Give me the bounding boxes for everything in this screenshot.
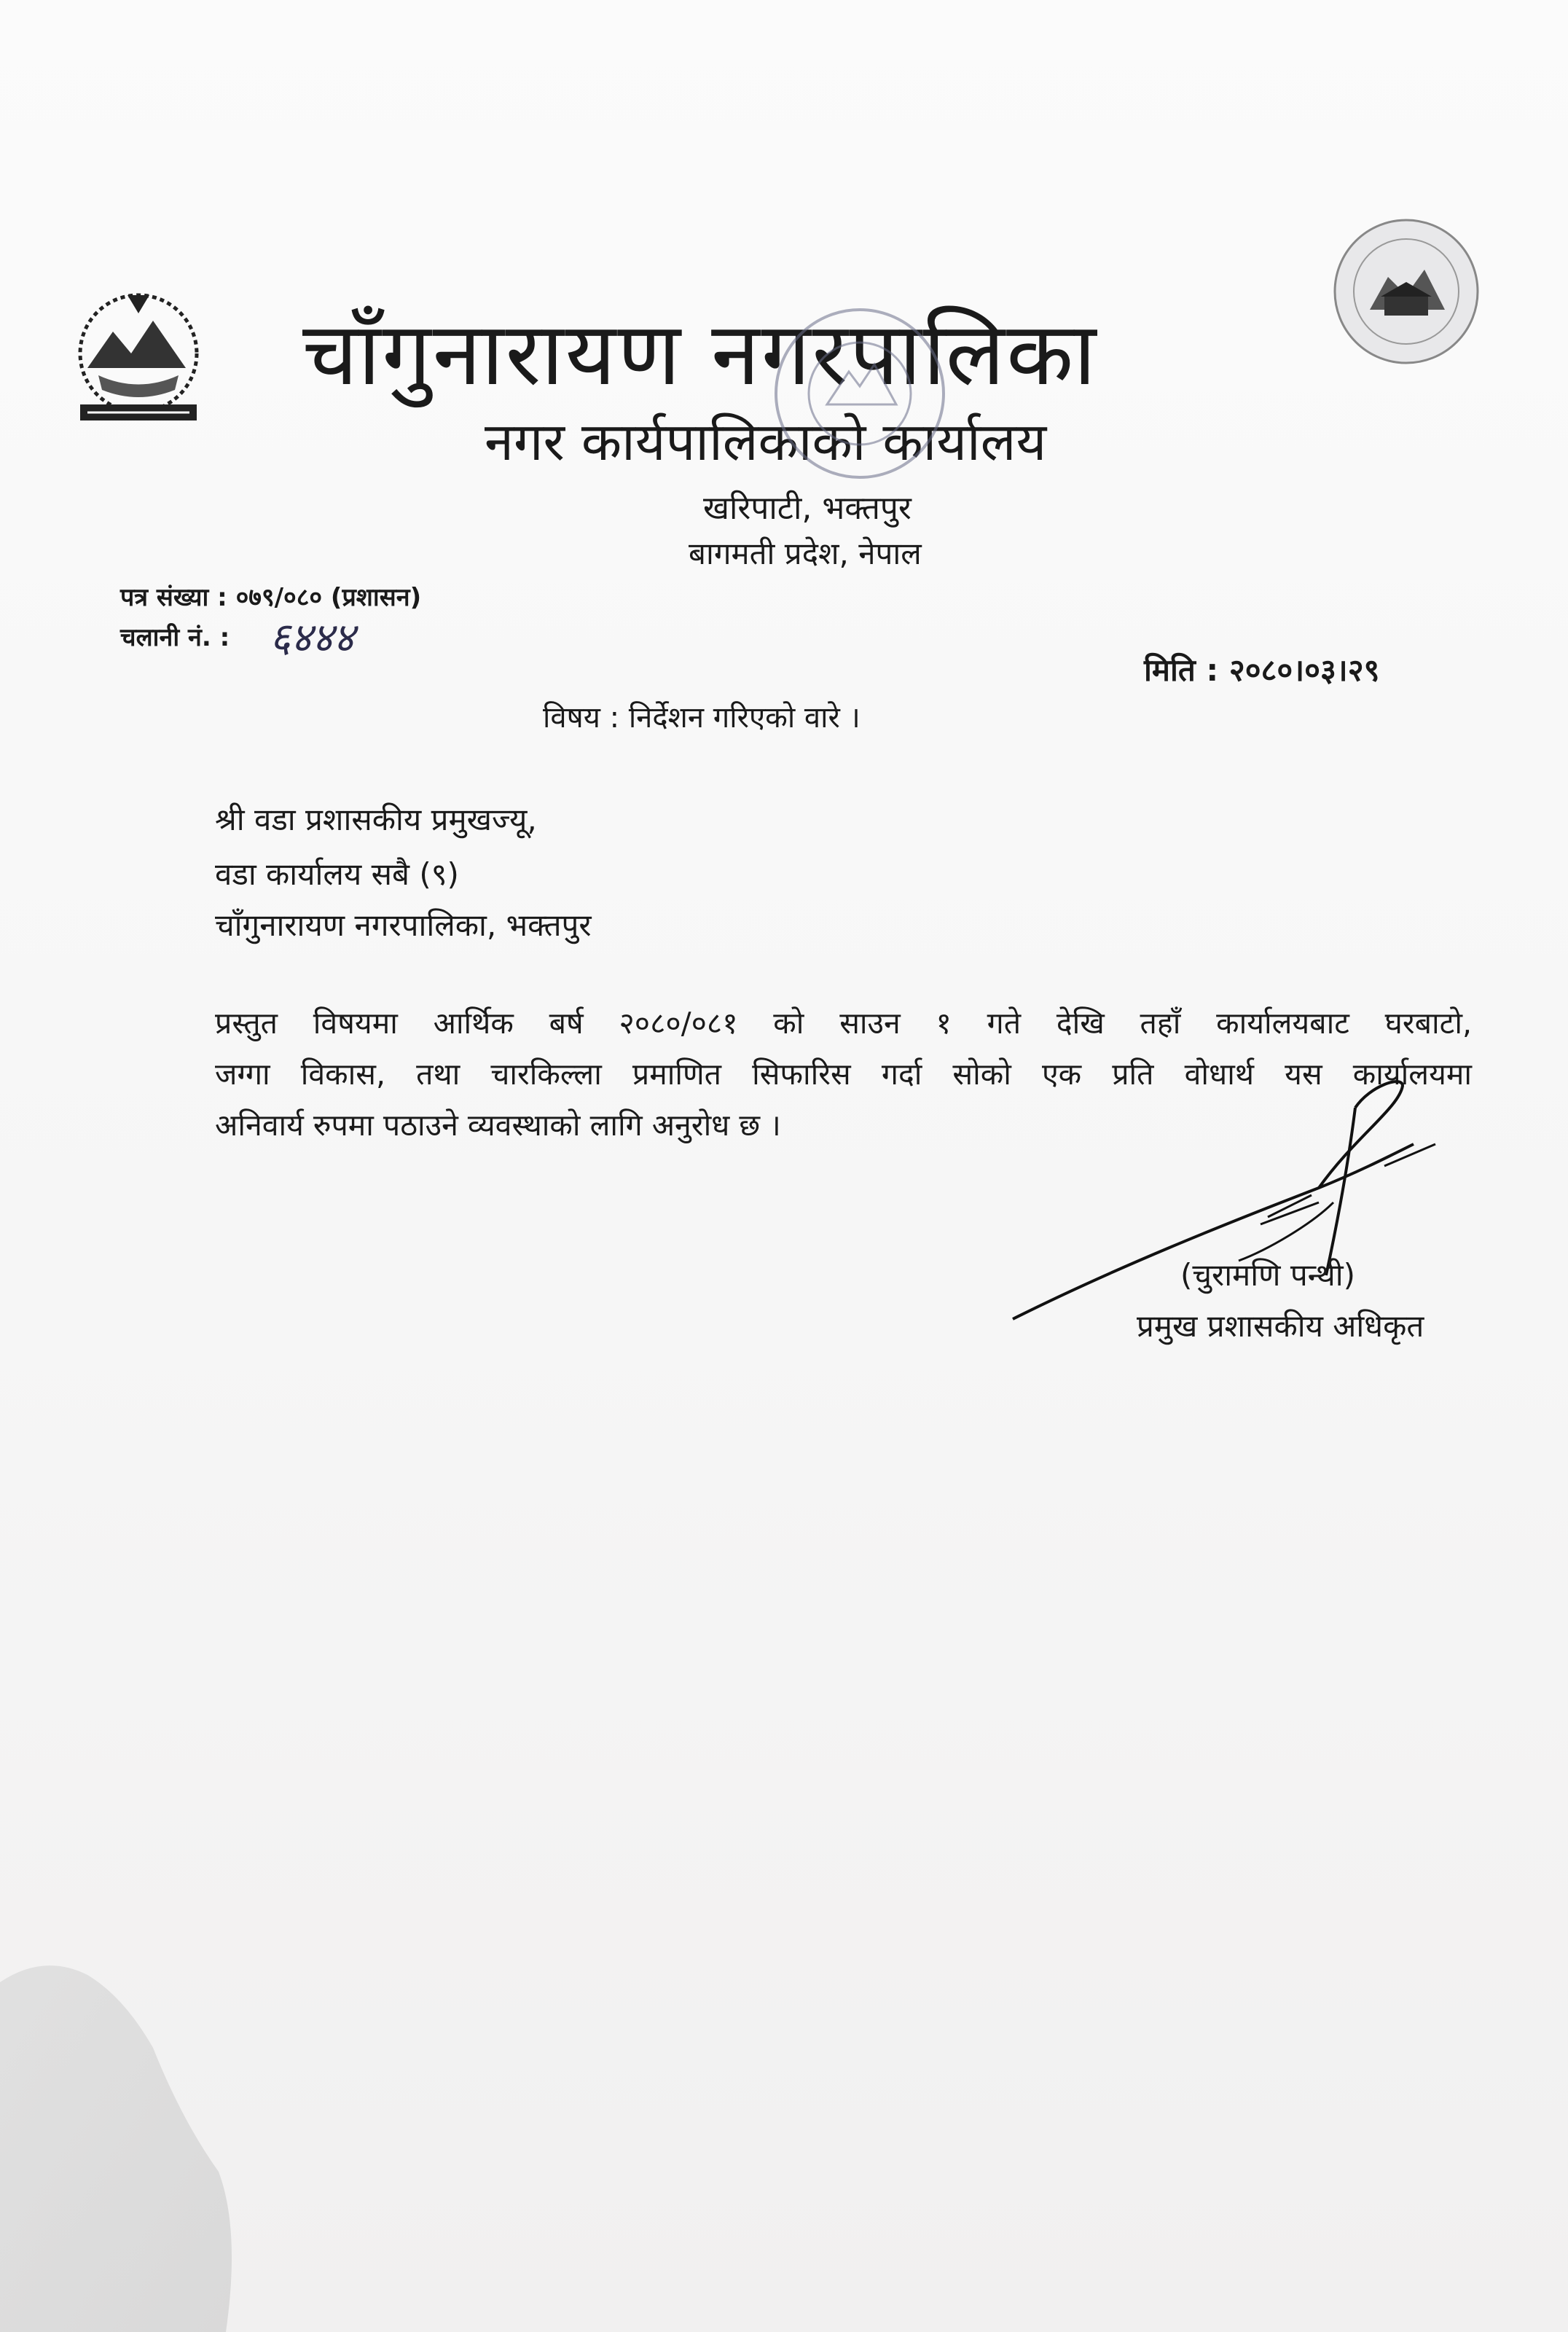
signatory-name: (चुरामणि पन्थी) (1180, 1257, 1355, 1293)
body-line: जग्गा विकास, तथा चारकिल्ला प्रमाणित सिफारिस गर्दा सोको एक प्रति वोधार्थ यस कार्यालयमा (215, 1057, 1472, 1092)
addressee-line: वडा कार्यालय सबै (९) (215, 856, 459, 892)
body-line: प्रस्तुत विषयमा आर्थिक बर्ष २०८०/०८१ को साउन १ गते देखि तहाँ कार्यालयबाट घरबाटो, (215, 1006, 1472, 1041)
dispatch-number-label: चलानी नं. : (120, 623, 230, 652)
page-shadow (0, 1953, 408, 2332)
office-name: नगर कार्यपालिकाको कार्यालय (485, 411, 1047, 472)
body-line: अनिवार्य रुपमा पठाउने व्यवस्थाको लागि अनुरोध छ । (215, 1108, 781, 1143)
municipality-logo-icon (1330, 215, 1483, 368)
addressee-line: श्री वडा प्रशासकीय प्रमुखज्यू, (215, 802, 537, 837)
organization-name: चाँगुनारायण नगरपालिका (302, 304, 1098, 405)
letter-date: मिति : २०८०।०३।२९ (1144, 652, 1380, 688)
nepal-emblem-icon (58, 281, 219, 434)
letter-subject: विषय : निर्देशन गरिएको वारे । (543, 701, 861, 735)
dispatch-number-value: ६४४४ (270, 614, 355, 662)
office-province: बागमती प्रदेश, नेपाल (689, 536, 922, 571)
office-stamp-icon (758, 295, 962, 492)
office-address: खरिपाटी, भक्तपुर (703, 490, 912, 527)
addressee-line: चाँगुनारायण नगरपालिका, भक्तपुर (215, 907, 592, 943)
signatory-title: प्रमुख प्रशासकीय अधिकृत (1137, 1308, 1424, 1344)
letter-number: पत्र संख्या : ०७९/०८० (प्रशासन) (120, 583, 422, 612)
